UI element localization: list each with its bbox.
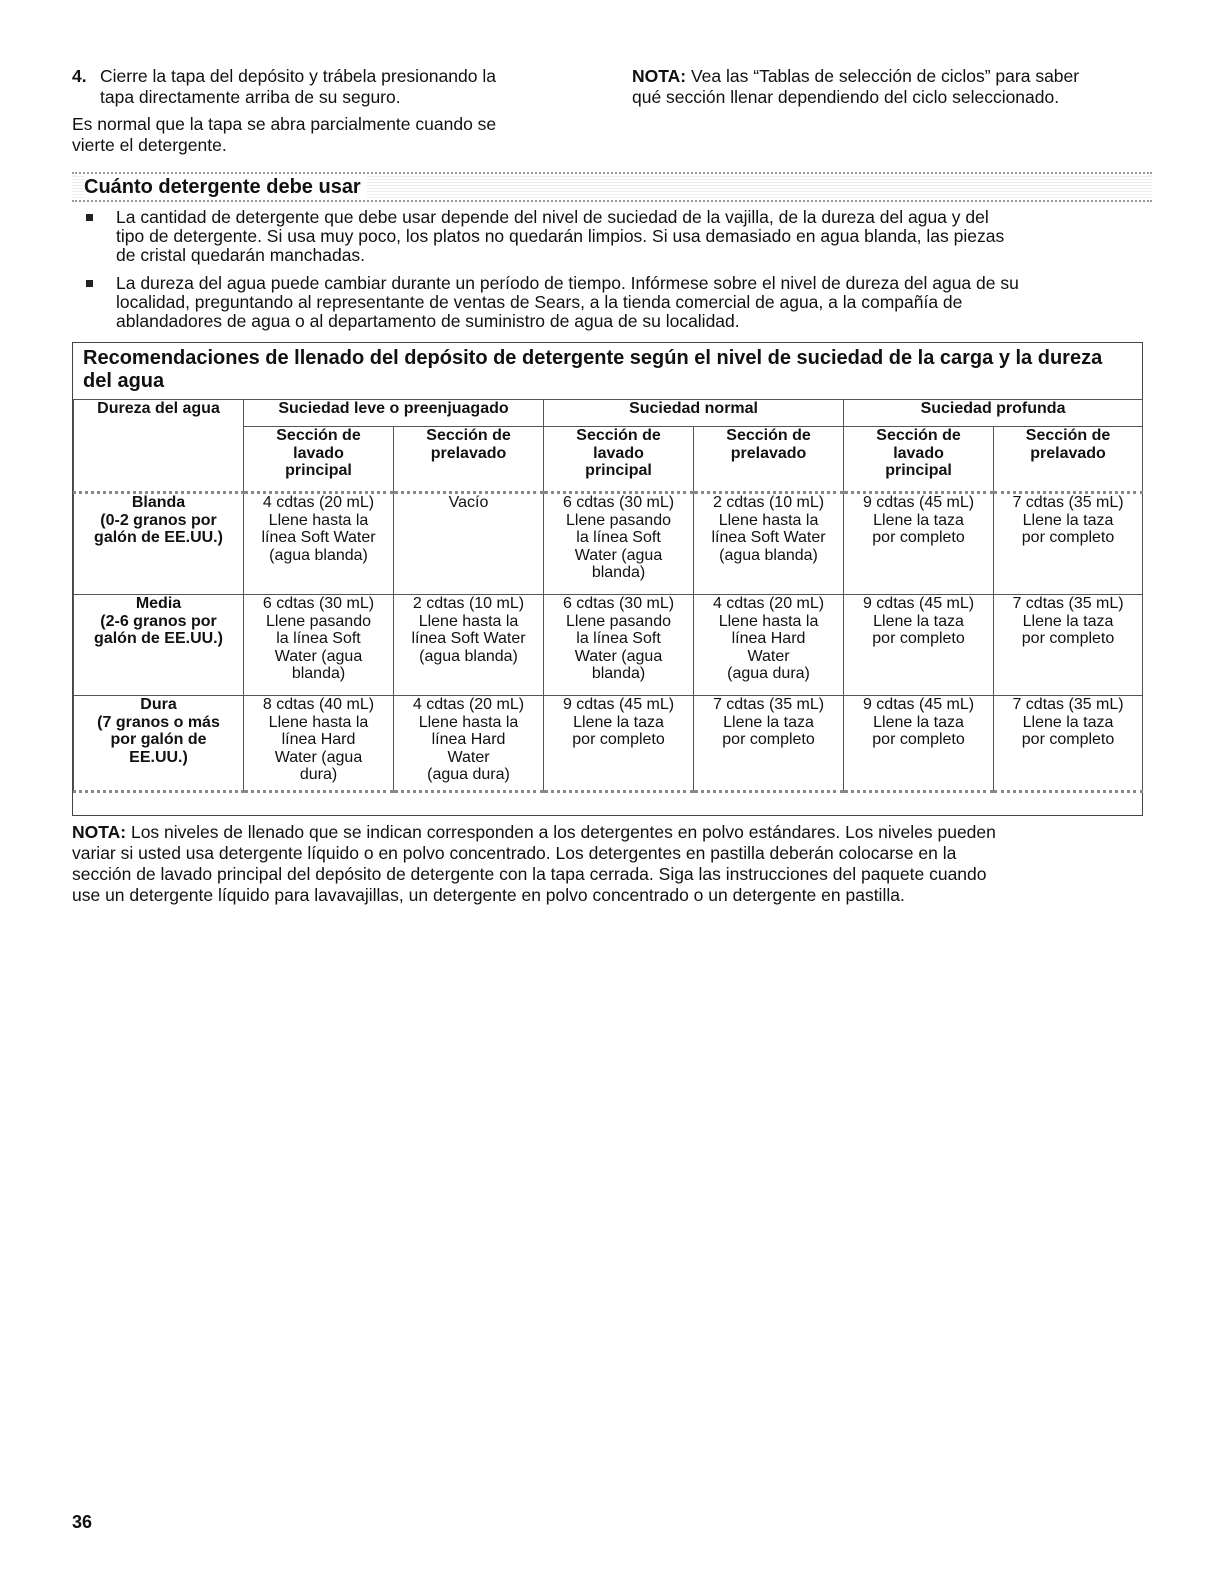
section-heading-bar [72, 172, 1152, 202]
subheader-main: Sección de lavado principal [544, 427, 694, 493]
detergent-table-box [72, 342, 1143, 816]
bottom-note [72, 822, 1152, 906]
bullet-square-icon [86, 280, 93, 287]
step-text-line: Cierre la tapa del depósito y trábela presionando la [100, 66, 496, 86]
table-row [74, 696, 1143, 792]
table-title-line: Recomendaciones de llenado del depósito de detergente según el nivel de suciedad de la carga y la dureza [83, 347, 1103, 369]
table-cell: 7 cdtas (35 mL) Llene la taza por completo [994, 595, 1143, 696]
table-cell: 7 cdtas (35 mL) Llene la taza por completo [994, 493, 1143, 595]
bullet-square-icon [86, 214, 93, 221]
row-header: Media (2-6 granos por galón de EE.UU.) [74, 595, 244, 696]
row-header: Dura (7 granos o más por galón de EE.UU.) [74, 696, 244, 792]
bullet-item [72, 208, 1152, 265]
table-cell: 4 cdtas (20 mL) Llene hasta la línea Soft Water (agua blanda) [244, 493, 394, 595]
bullet-line: La dureza del agua puede cambiar durante un período de tiempo. Infórmese sobre el nivel de dureza del agua de su [116, 273, 1019, 293]
note-label: NOTA: [632, 66, 687, 86]
note-text: Vea las “Tablas de selección de ciclos” para saber [686, 66, 1080, 86]
table-title-line: del agua [83, 370, 165, 392]
table-cell: 7 cdtas (35 mL) Llene la taza por completo [694, 696, 844, 792]
step-4 [72, 66, 572, 108]
corner-header: Dureza del agua [74, 400, 244, 493]
intro-left-column [72, 66, 572, 156]
detergent-table [73, 399, 1143, 793]
bullet-line: localidad, preguntando al representante de ventas de Sears, a la tienda comercial de agua, a la compañía de [116, 292, 963, 312]
table-cell: 9 cdtas (45 mL) Llene la taza por completo [844, 696, 994, 792]
group-header-heavy: Suciedad profunda [844, 400, 1143, 427]
bottom-note-line-1 [72, 822, 1152, 843]
table-cell: 9 cdtas (45 mL) Llene la taza por completo [544, 696, 694, 792]
table-cell: 6 cdtas (30 mL) Llene pasando la línea Soft Water (agua blanda) [544, 493, 694, 595]
subheader-main: Sección de lavado principal [844, 427, 994, 493]
table-cell: 9 cdtas (45 mL) Llene la taza por completo [844, 493, 994, 595]
table-cell: 4 cdtas (20 mL) Llene hasta la línea Hard Water (agua dura) [394, 696, 544, 792]
bullet-line: tipo de detergente. Si usa muy poco, los platos no quedarán limpios. Si usa demasiado en agua blanda, las piezas [116, 226, 1005, 246]
group-header-light: Suciedad leve o preenjuagado [244, 400, 544, 427]
note-label: NOTA: [72, 822, 127, 842]
table-cell: 7 cdtas (35 mL) Llene la taza por completo [994, 696, 1143, 792]
top-note-line-1 [632, 66, 1162, 87]
section-title: Cuánto detergente debe usar [84, 176, 367, 199]
table-cell: 8 cdtas (40 mL) Llene hasta la línea Hard Water (agua dura) [244, 696, 394, 792]
step-text-line: tapa directamente arriba de su seguro. [100, 87, 401, 107]
top-note [632, 66, 1162, 108]
subheader-pre: Sección de prelavado [394, 427, 544, 493]
bullet-line: ablandadores de agua o al departamento de suministro de agua de su localidad. [116, 311, 740, 331]
table-cell: 4 cdtas (20 mL) Llene hasta la línea Hard Water (agua dura) [694, 595, 844, 696]
bullet-line: de cristal quedarán manchadas. [116, 245, 366, 265]
bullet-item [72, 274, 1152, 331]
page-number: 36 [72, 1512, 93, 1532]
table-cell: 9 cdtas (45 mL) Llene la taza por completo [844, 595, 994, 696]
note-text: Los niveles de llenado que se indican corresponden a los detergentes en polvo estándares. Los niveles pueden [126, 822, 996, 842]
step-number: 4. [72, 66, 87, 86]
note-text: sección de lavado principal del depósito de detergente con la tapa cerrada. Siga las instrucciones del paquete cuando [72, 864, 987, 884]
table-cell: 2 cdtas (10 mL) Llene hasta la línea Soft Water (agua blanda) [694, 493, 844, 595]
note-text: variar si usted usa detergente líquido o en polvo concentrado. Los detergentes en pastilla deberán colocarse en la [72, 843, 957, 863]
row-header: Blanda (0-2 granos por galón de EE.UU.) [74, 493, 244, 595]
paragraph-line: vierte el detergente. [72, 135, 227, 155]
table-cell: 6 cdtas (30 mL) Llene pasando la línea Soft Water (agua blanda) [244, 595, 394, 696]
subheader-pre: Sección de prelavado [994, 427, 1143, 493]
paragraph-line: Es normal que la tapa se abra parcialmente cuando se [72, 114, 497, 134]
normal-paragraph [72, 114, 572, 156]
subheader-main: Sección de lavado principal [244, 427, 394, 493]
subheader-pre: Sección de prelavado [694, 427, 844, 493]
bullet-list [72, 208, 1152, 340]
table-title [83, 347, 1133, 393]
table-row [74, 595, 1143, 696]
table-cell: 6 cdtas (30 mL) Llene pasando la línea Soft Water (agua blanda) [544, 595, 694, 696]
group-header-normal: Suciedad normal [544, 400, 844, 427]
table-row [74, 493, 1143, 595]
table-cell: Vacío [394, 493, 544, 595]
table-cell: 2 cdtas (10 mL) Llene hasta la línea Soft Water (agua blanda) [394, 595, 544, 696]
bullet-line: La cantidad de detergente que debe usar depende del nivel de suciedad de la vajilla, de la dureza del agua y del [116, 207, 989, 227]
note-text: qué sección llenar dependiendo del ciclo seleccionado. [632, 87, 1060, 107]
note-text: use un detergente líquido para lavavajillas, un detergente en polvo concentrado o un detergente en pastilla. [72, 885, 905, 905]
